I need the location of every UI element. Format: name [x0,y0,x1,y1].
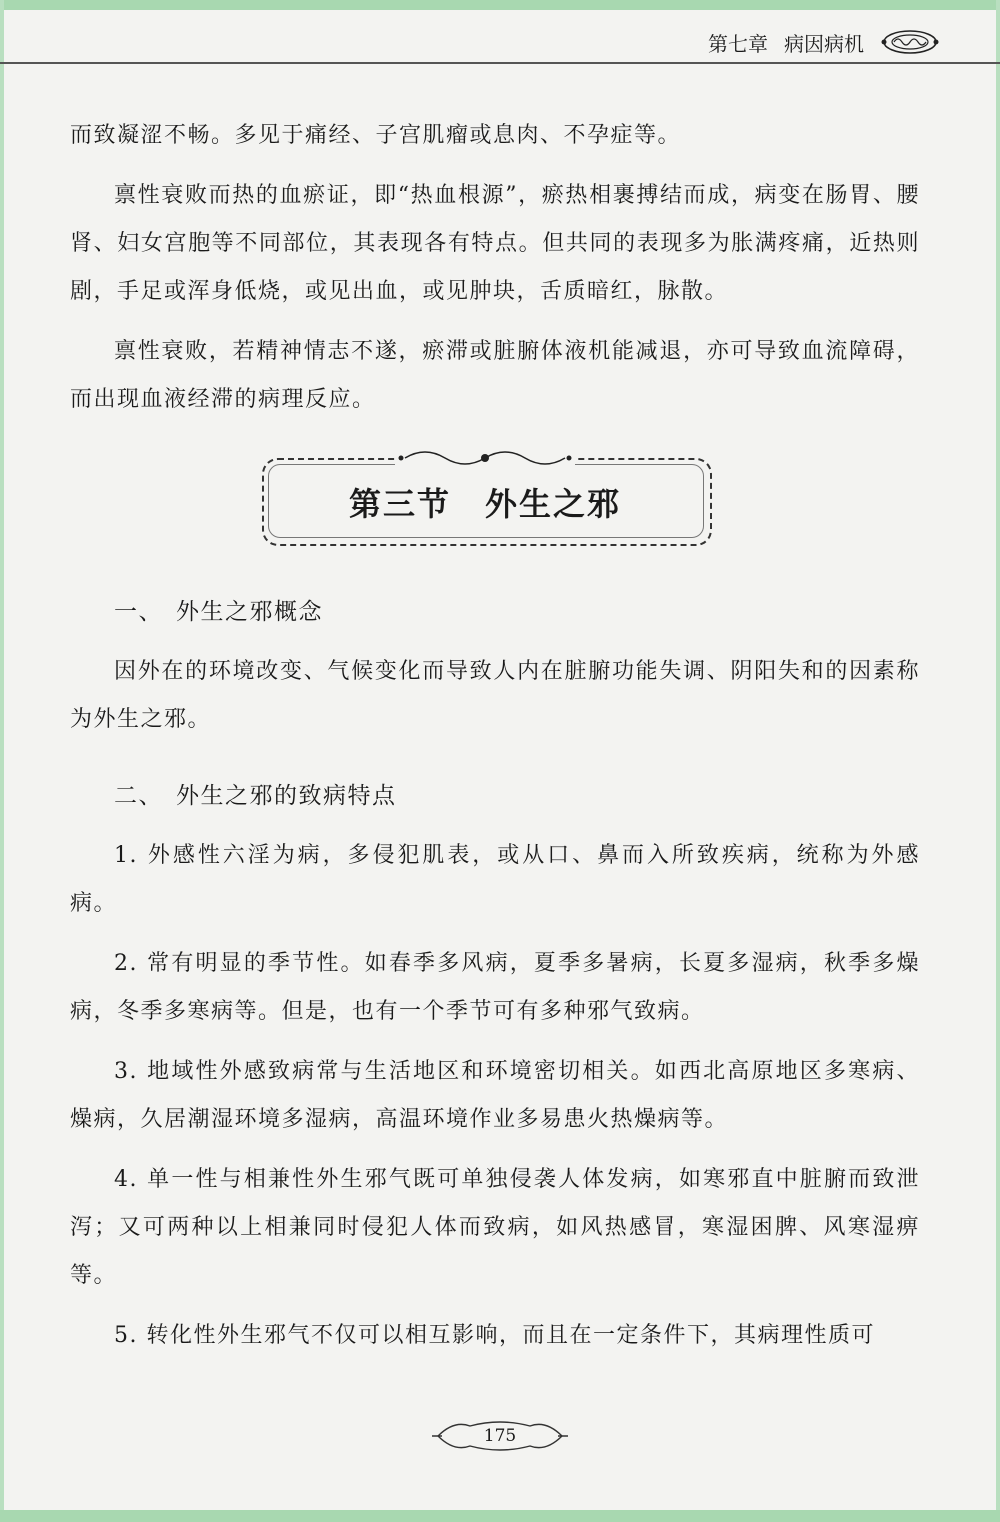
paragraph-continued: 而致凝涩不畅。多见于痛经、子宫肌瘤或息肉、不孕症等。 [70,123,682,148]
chapter-number: 第七章 [708,31,768,56]
list-item: 2. 常有明显的季节性。如春季多风病，夏季多暑病，长夏多湿病，秋季多燥病，冬季多寒病等。但是，也有一个季节可有多种邪气致病。 [70,951,920,1024]
paragraph: 禀性衰败，若精神情志不遂，瘀滞或脏腑体液机能减退，亦可导致血流障碍，而出现血液经滞的病理反应。 [70,339,920,412]
list-item: 3. 地域性外感致病常与生活地区和环境密切相关。如西北高原地区多寒病、燥病，久居潮湿环境多湿病，高温环境作业多易患火热燥病等。 [70,1059,920,1132]
list-item: 4. 单一性与相兼性外生邪气既可单独侵袭人体发病，如寒邪直中脏腑而致泄泻；又可两种以上相兼同时侵犯人体而致病，如风热感冒，寒湿困脾、风寒湿痹等。 [70,1167,920,1288]
page-body [70,112,920,1360]
page-number: 175 [483,1426,517,1446]
chapter-title: 病因病机 [784,31,864,56]
paragraph: 因外在的环境改变、气候变化而导致人内在脏腑功能失调、阴阳失和的因素称为外生之邪。 [70,659,920,732]
page-number-block [430,1416,570,1456]
section-title-block [0,440,1000,560]
list-item: 5. 转化性外生邪气不仅可以相互影响，而且在一定条件下，其病理性质可 [114,1323,875,1348]
list-item: 1. 外感性六淫为病，多侵犯肌表，或从口、鼻而入所致疾病，统称为外感病。 [70,843,920,916]
section-title: 第三节 外生之邪 [348,485,621,523]
header-ornament-icon [880,28,940,56]
page-frame-right [996,0,1000,1522]
header-rule [0,62,1000,64]
page-frame-left [0,0,4,1522]
page-frame-bottom [0,1510,1000,1522]
paragraph: 禀性衰败而热的血瘀证，即“热血根源”，瘀热相裹搏结而成，病变在肠胃、腰肾、妇女宫胞等不同部位，其表现各有特点。但共同的表现多为胀满疼痛，近热则剧，手足或浑身低烧，或见出血，或见肿块，舌质暗红，脉散。 [70,183,920,304]
running-head [708,28,940,56]
page-frame-top [0,0,1000,10]
subsection-heading: 一、 外生之邪概念 [114,599,323,625]
subsection-heading: 二、 外生之邪的致病特点 [114,783,397,809]
